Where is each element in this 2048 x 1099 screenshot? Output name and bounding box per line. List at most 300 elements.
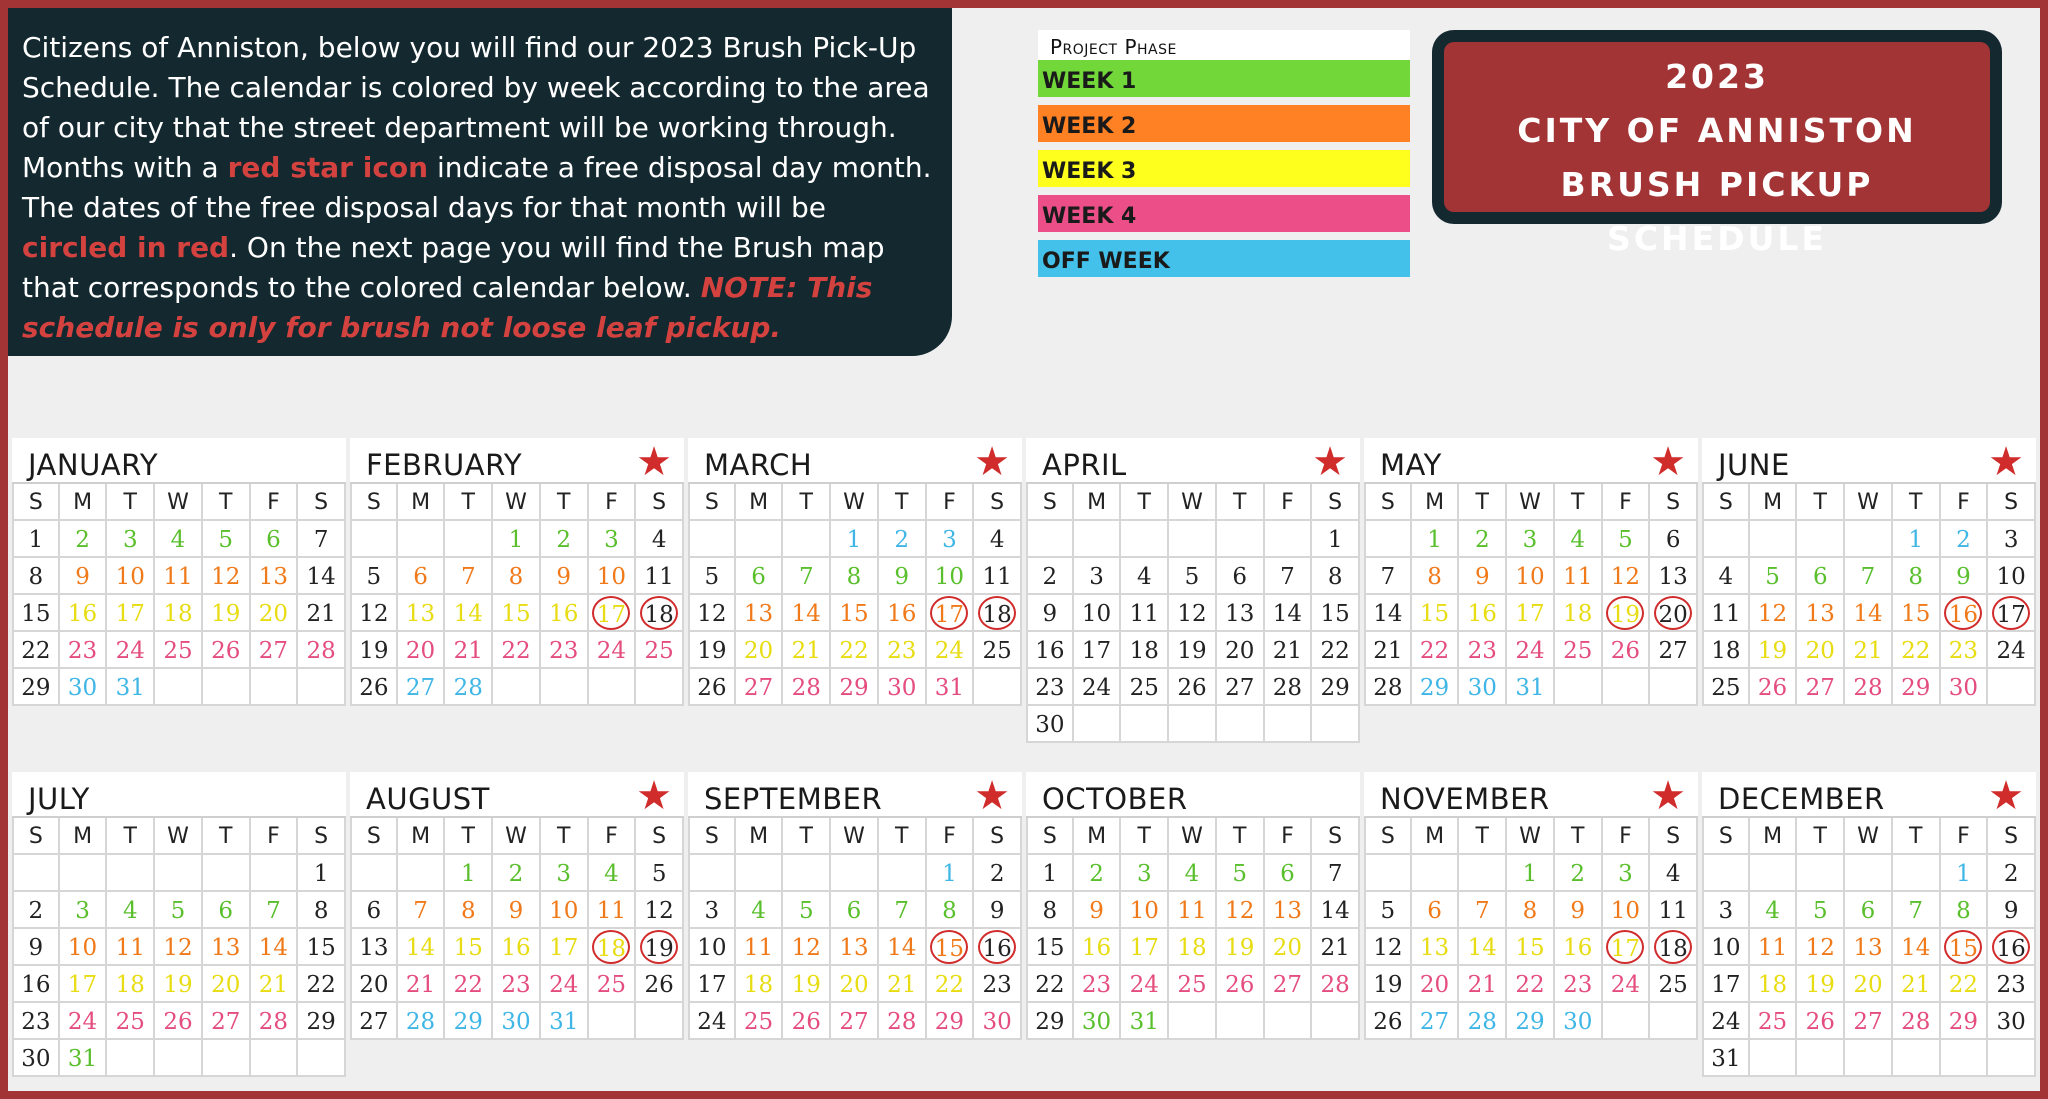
day-cell: 13 (203, 929, 251, 966)
day-cell: 17 (688, 966, 736, 1003)
day-cell: 8 (1507, 892, 1555, 929)
day-cell: 14 (445, 595, 493, 632)
empty-cell (1845, 521, 1893, 558)
weekday-label: T (1217, 484, 1265, 521)
free-disposal-day-circle: 17 (1992, 596, 2030, 630)
day-cell: 2 (879, 521, 927, 558)
day-cell: 21 (1893, 966, 1941, 1003)
day-cell: 21 (1265, 632, 1313, 669)
day-cell (974, 595, 1022, 632)
day-cell: 11 (1121, 595, 1169, 632)
day-cell: 9 (541, 558, 589, 595)
day-cell: 8 (298, 892, 346, 929)
day-cell: 12 (1750, 595, 1798, 632)
weekday-label: M (60, 484, 108, 521)
star-icon: ★ (1312, 439, 1348, 485)
day-cell: 6 (251, 521, 299, 558)
day-cell: 30 (1074, 1003, 1122, 1040)
day-cell: 22 (1026, 966, 1074, 1003)
day-cell: 24 (589, 632, 637, 669)
day-cell: 11 (1750, 929, 1798, 966)
day-cell: 20 (1265, 929, 1313, 966)
free-disposal-day-circle: 17 (930, 596, 968, 630)
day-cell: 10 (688, 929, 736, 966)
day-cell: 28 (879, 1003, 927, 1040)
day-cell: 23 (12, 1003, 60, 1040)
day-cell: 12 (203, 558, 251, 595)
day-cell: 29 (1312, 669, 1360, 706)
day-cell: 6 (350, 892, 398, 929)
empty-cell (1217, 706, 1265, 743)
day-cell: 22 (298, 966, 346, 1003)
empty-cell (12, 855, 60, 892)
day-grid (1702, 855, 2036, 1077)
day-cell: 6 (1265, 855, 1313, 892)
weekday-label: T (1797, 818, 1845, 855)
day-cell: 8 (831, 558, 879, 595)
day-cell: 5 (155, 892, 203, 929)
month-december (1702, 772, 2036, 1077)
empty-cell (1750, 521, 1798, 558)
month-june (1702, 438, 2036, 706)
day-cell: 22 (1941, 966, 1989, 1003)
day-cell: 3 (60, 892, 108, 929)
day-cell: 5 (1750, 558, 1798, 595)
day-cell: 4 (636, 521, 684, 558)
day-cell: 30 (1555, 1003, 1603, 1040)
empty-cell (1169, 706, 1217, 743)
day-cell: 2 (1988, 855, 2036, 892)
day-cell: 14 (251, 929, 299, 966)
day-cell: 8 (927, 892, 975, 929)
weekday-label: S (12, 818, 60, 855)
day-cell: 5 (1217, 855, 1265, 892)
empty-cell (1265, 521, 1313, 558)
weekday-label: W (155, 818, 203, 855)
free-disposal-day-circle: 20 (1654, 596, 1692, 630)
day-cell: 31 (541, 1003, 589, 1040)
weekday-row (12, 818, 346, 855)
weekday-label: S (636, 818, 684, 855)
empty-cell (398, 855, 446, 892)
day-cell: 25 (636, 632, 684, 669)
day-cell: 15 (1026, 929, 1074, 966)
day-grid (350, 855, 684, 1040)
day-cell: 7 (1459, 892, 1507, 929)
day-cell: 29 (831, 669, 879, 706)
empty-cell (1845, 1040, 1893, 1077)
day-cell: 2 (541, 521, 589, 558)
day-cell: 6 (1412, 892, 1460, 929)
weekday-label: T (783, 818, 831, 855)
day-cell: 7 (1845, 558, 1893, 595)
empty-cell (1603, 669, 1651, 706)
empty-cell (155, 855, 203, 892)
intro-text-2: indicate a free disposal day month. The dates of the free disposal days for that month will be (22, 151, 932, 224)
day-cell: 25 (1555, 632, 1603, 669)
empty-cell (155, 1040, 203, 1077)
day-cell: 6 (1217, 558, 1265, 595)
empty-cell (1121, 521, 1169, 558)
day-cell: 6 (736, 558, 784, 595)
empty-cell (60, 855, 108, 892)
weekday-label: S (974, 818, 1022, 855)
day-cell: 13 (1845, 929, 1893, 966)
day-cell: 23 (60, 632, 108, 669)
weekday-label: T (879, 818, 927, 855)
day-cell: 26 (1169, 669, 1217, 706)
empty-cell (974, 669, 1022, 706)
weekday-label: W (1845, 484, 1893, 521)
weekday-label: T (203, 484, 251, 521)
day-cell: 28 (298, 632, 346, 669)
intro-panel (8, 8, 952, 356)
weekday-label: T (541, 484, 589, 521)
day-cell: 20 (398, 632, 446, 669)
month-header (1026, 438, 1360, 484)
day-cell: 2 (1941, 521, 1989, 558)
month-header (1702, 772, 2036, 818)
intro-highlight-star: red star icon (227, 151, 429, 184)
day-cell: 25 (1169, 966, 1217, 1003)
empty-cell (1074, 521, 1122, 558)
day-cell: 13 (251, 558, 299, 595)
day-cell: 25 (736, 1003, 784, 1040)
day-cell: 16 (493, 929, 541, 966)
month-header (1702, 438, 2036, 484)
day-cell: 27 (1845, 1003, 1893, 1040)
day-cell: 28 (445, 669, 493, 706)
day-cell: 10 (541, 892, 589, 929)
month-header (12, 438, 346, 484)
day-cell (927, 595, 975, 632)
day-cell: 19 (688, 632, 736, 669)
intro-text-3: . On the next page you will find the Brush map that corresponds to the colored calendar below. (22, 231, 885, 304)
weekday-label: T (783, 484, 831, 521)
day-cell: 10 (1121, 892, 1169, 929)
weekday-label: T (1893, 484, 1941, 521)
day-cell: 8 (1412, 558, 1460, 595)
star-icon: ★ (636, 773, 672, 819)
weekday-label: F (1265, 818, 1313, 855)
day-cell: 29 (927, 1003, 975, 1040)
weekday-label: S (1026, 484, 1074, 521)
day-cell: 9 (1074, 892, 1122, 929)
day-cell: 26 (1603, 632, 1651, 669)
day-cell: 6 (1797, 558, 1845, 595)
day-cell: 26 (1750, 669, 1798, 706)
day-cell: 13 (831, 929, 879, 966)
day-cell: 8 (1893, 558, 1941, 595)
day-cell: 1 (12, 521, 60, 558)
day-cell: 25 (974, 632, 1022, 669)
weekday-label: T (1555, 818, 1603, 855)
day-cell: 6 (831, 892, 879, 929)
empty-cell (445, 521, 493, 558)
day-cell: 6 (398, 558, 446, 595)
day-cell: 19 (1217, 929, 1265, 966)
month-name: JANUARY (28, 448, 159, 482)
star-icon: ★ (636, 439, 672, 485)
day-cell: 19 (1797, 966, 1845, 1003)
empty-cell (1265, 1003, 1313, 1040)
day-cell: 30 (1941, 669, 1989, 706)
day-cell (636, 595, 684, 632)
weekday-row (1364, 484, 1698, 521)
day-cell: 4 (155, 521, 203, 558)
day-cell: 12 (350, 595, 398, 632)
weekday-label: F (251, 818, 299, 855)
weekday-label: S (1364, 484, 1412, 521)
day-cell: 11 (155, 558, 203, 595)
weekday-label: S (1650, 818, 1698, 855)
weekday-label: F (589, 484, 637, 521)
weekday-row (1026, 484, 1360, 521)
day-cell: 7 (251, 892, 299, 929)
day-grid (1026, 855, 1360, 1040)
day-cell (1941, 595, 1989, 632)
day-cell: 15 (445, 929, 493, 966)
weekday-row (1364, 818, 1698, 855)
empty-cell (1364, 855, 1412, 892)
day-cell: 10 (927, 558, 975, 595)
weekday-label: T (107, 818, 155, 855)
legend-item-off-week: OFF WEEK (1038, 240, 1410, 277)
day-cell: 19 (1750, 632, 1798, 669)
star-icon: ★ (1988, 439, 2024, 485)
day-cell (927, 929, 975, 966)
day-cell: 4 (1169, 855, 1217, 892)
empty-cell (1364, 521, 1412, 558)
empty-cell (493, 669, 541, 706)
weekday-label: S (688, 818, 736, 855)
day-cell: 16 (879, 595, 927, 632)
weekday-label: W (1507, 484, 1555, 521)
day-cell: 12 (783, 929, 831, 966)
weekday-row (1702, 818, 2036, 855)
day-cell: 18 (1702, 632, 1750, 669)
day-cell: 10 (1603, 892, 1651, 929)
day-cell: 21 (1364, 632, 1412, 669)
legend-item-week-2: WEEK 2 (1038, 105, 1410, 142)
empty-cell (1169, 521, 1217, 558)
day-cell: 28 (251, 1003, 299, 1040)
day-cell: 17 (541, 929, 589, 966)
day-cell: 4 (107, 892, 155, 929)
day-cell: 5 (350, 558, 398, 595)
legend-item-week-1: WEEK 1 (1038, 60, 1410, 97)
day-cell: 27 (1412, 1003, 1460, 1040)
weekday-label: S (12, 484, 60, 521)
month-july (12, 772, 346, 1077)
star-icon: ★ (1650, 773, 1686, 819)
day-cell: 17 (1121, 929, 1169, 966)
day-cell: 1 (1412, 521, 1460, 558)
month-header (688, 772, 1022, 818)
day-cell: 9 (1555, 892, 1603, 929)
day-cell: 4 (1555, 521, 1603, 558)
weekday-label: F (251, 484, 299, 521)
month-october (1026, 772, 1360, 1040)
month-january (12, 438, 346, 706)
day-cell: 2 (974, 855, 1022, 892)
day-cell: 3 (1121, 855, 1169, 892)
day-cell: 12 (1217, 892, 1265, 929)
weekday-label: T (1797, 484, 1845, 521)
day-cell: 20 (1412, 966, 1460, 1003)
weekday-label: S (1650, 484, 1698, 521)
weekday-label: T (445, 484, 493, 521)
day-cell: 15 (298, 929, 346, 966)
empty-cell (736, 855, 784, 892)
day-cell: 1 (1026, 855, 1074, 892)
day-cell: 5 (1364, 892, 1412, 929)
day-cell: 23 (1026, 669, 1074, 706)
weekday-label: F (1265, 484, 1313, 521)
empty-cell (203, 1040, 251, 1077)
day-cell: 22 (1312, 632, 1360, 669)
day-cell: 24 (541, 966, 589, 1003)
day-cell: 26 (1364, 1003, 1412, 1040)
day-cell: 4 (589, 855, 637, 892)
day-cell: 19 (350, 632, 398, 669)
title-year: 2023 (1665, 57, 1769, 96)
day-grid (350, 521, 684, 706)
day-cell: 30 (12, 1040, 60, 1077)
day-cell: 5 (1169, 558, 1217, 595)
day-cell: 15 (493, 595, 541, 632)
intro-text-1: Citizens of Anniston, below you will find our 2023 Brush Pick-Up Schedule. The calendar is colored by week according to the area of our city that the street department will be working through. Months with a (22, 31, 930, 184)
day-cell: 18 (1750, 966, 1798, 1003)
weekday-label: T (1121, 484, 1169, 521)
free-disposal-day-circle: 18 (592, 930, 630, 964)
month-september (688, 772, 1022, 1040)
empty-cell (1893, 855, 1941, 892)
day-cell: 27 (736, 669, 784, 706)
free-disposal-day-circle: 19 (1606, 596, 1644, 630)
day-cell: 27 (203, 1003, 251, 1040)
month-name: AUGUST (366, 782, 490, 816)
day-cell: 8 (1941, 892, 1989, 929)
day-cell: 10 (1702, 929, 1750, 966)
day-cell: 5 (203, 521, 251, 558)
day-cell: 22 (927, 966, 975, 1003)
day-cell: 12 (155, 929, 203, 966)
empty-cell (1650, 1003, 1698, 1040)
day-cell: 1 (445, 855, 493, 892)
day-cell: 23 (879, 632, 927, 669)
day-cell: 3 (1603, 855, 1651, 892)
day-cell: 19 (1169, 632, 1217, 669)
day-cell: 18 (1555, 595, 1603, 632)
day-cell: 22 (1893, 632, 1941, 669)
free-disposal-day-circle: 18 (978, 596, 1016, 630)
day-cell: 10 (1074, 595, 1122, 632)
empty-cell (1555, 669, 1603, 706)
day-cell: 15 (1893, 595, 1941, 632)
empty-cell (1650, 669, 1698, 706)
day-cell (1650, 929, 1698, 966)
month-name: OCTOBER (1042, 782, 1188, 816)
legend-item-week-4: WEEK 4 (1038, 195, 1410, 232)
empty-cell (831, 855, 879, 892)
weekday-row (1702, 484, 2036, 521)
day-cell: 24 (1603, 966, 1651, 1003)
day-cell: 27 (1650, 632, 1698, 669)
weekday-label: F (1603, 818, 1651, 855)
day-cell: 11 (736, 929, 784, 966)
day-cell (1988, 595, 2036, 632)
day-cell: 25 (1650, 966, 1698, 1003)
day-cell: 14 (879, 929, 927, 966)
day-cell (974, 929, 1022, 966)
free-disposal-day-circle: 15 (930, 930, 968, 964)
day-cell: 25 (589, 966, 637, 1003)
day-cell: 1 (831, 521, 879, 558)
empty-cell (1265, 706, 1313, 743)
free-disposal-day-circle: 17 (1606, 930, 1644, 964)
month-header (350, 438, 684, 484)
day-cell: 8 (1312, 558, 1360, 595)
free-disposal-day-circle: 16 (1992, 930, 2030, 964)
empty-cell (541, 669, 589, 706)
day-cell: 28 (783, 669, 831, 706)
weekday-label: F (1941, 484, 1989, 521)
weekday-label: S (1988, 484, 2036, 521)
month-november (1364, 772, 1698, 1040)
month-name: MARCH (704, 448, 813, 482)
day-cell: 11 (974, 558, 1022, 595)
weekday-label: T (203, 818, 251, 855)
day-cell: 31 (60, 1040, 108, 1077)
day-cell: 25 (1702, 669, 1750, 706)
star-icon: ★ (974, 439, 1010, 485)
weekday-label: W (1169, 484, 1217, 521)
weekday-label: T (1217, 818, 1265, 855)
day-cell: 11 (107, 929, 155, 966)
day-cell: 14 (1312, 892, 1360, 929)
day-cell: 24 (688, 1003, 736, 1040)
day-cell: 23 (1555, 966, 1603, 1003)
day-cell: 31 (107, 669, 155, 706)
day-cell: 28 (1265, 669, 1313, 706)
day-cell: 3 (541, 855, 589, 892)
day-cell: 16 (1555, 929, 1603, 966)
day-cell: 26 (783, 1003, 831, 1040)
day-cell: 25 (1750, 1003, 1798, 1040)
day-cell: 2 (1555, 855, 1603, 892)
weekday-label: T (1459, 818, 1507, 855)
weekday-row (688, 484, 1022, 521)
day-cell: 28 (398, 1003, 446, 1040)
empty-cell (1217, 1003, 1265, 1040)
day-cell: 23 (493, 966, 541, 1003)
day-cell: 10 (1988, 558, 2036, 595)
empty-cell (350, 521, 398, 558)
month-header (688, 438, 1022, 484)
day-cell: 2 (1026, 558, 1074, 595)
day-cell: 30 (974, 1003, 1022, 1040)
day-cell: 26 (636, 966, 684, 1003)
empty-cell (298, 1040, 346, 1077)
day-cell: 24 (1507, 632, 1555, 669)
day-cell: 9 (1988, 892, 2036, 929)
day-cell: 2 (60, 521, 108, 558)
day-cell: 29 (1507, 1003, 1555, 1040)
day-cell: 30 (1026, 706, 1074, 743)
weekday-label: M (1412, 484, 1460, 521)
empty-cell (879, 855, 927, 892)
